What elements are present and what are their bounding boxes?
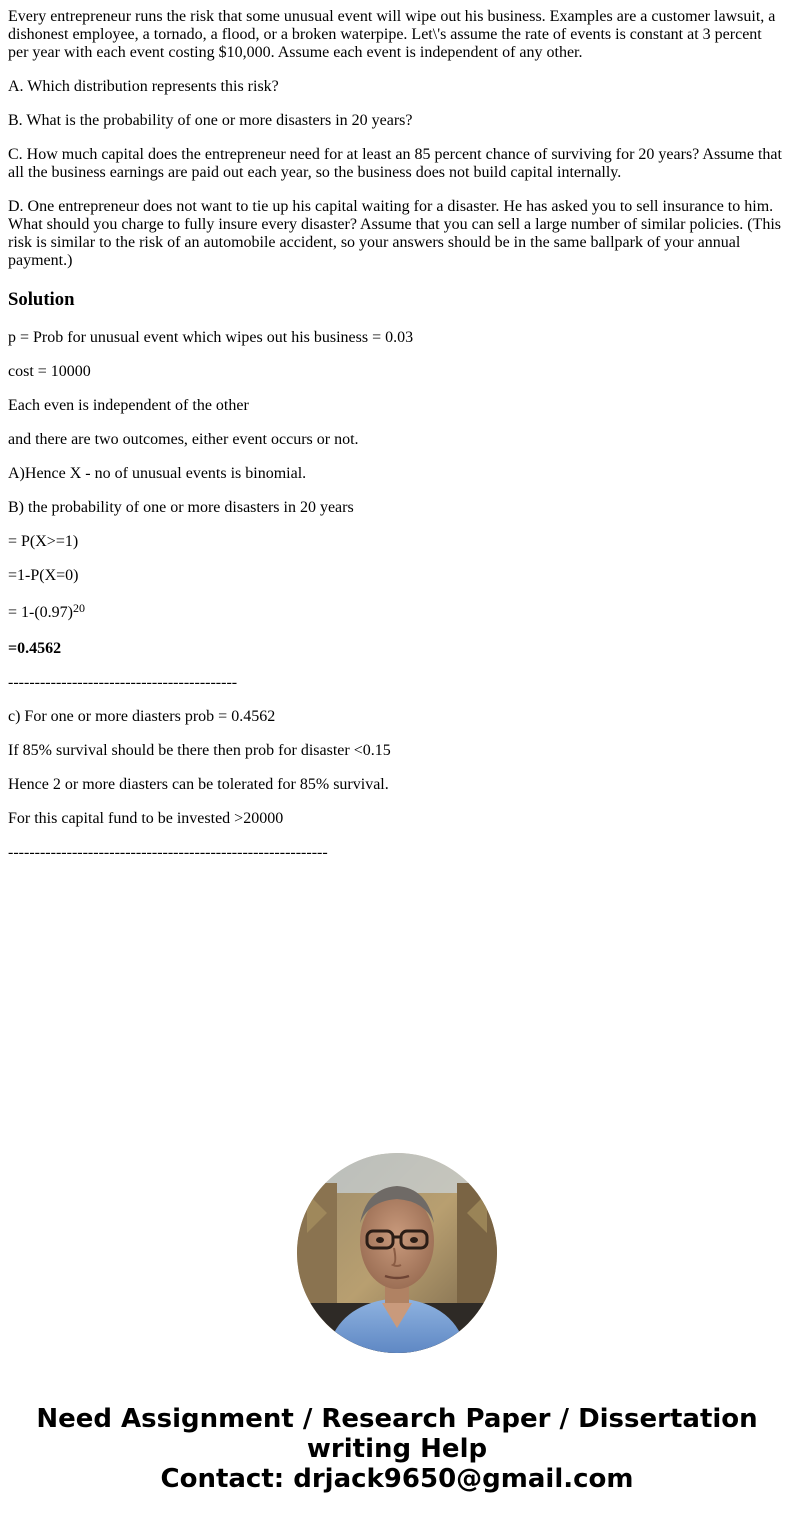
solution-line: If 85% survival should be there then prob for disaster <0.15	[8, 742, 391, 759]
question-part-b: B. What is the probability of one or more disasters in 20 years?	[8, 112, 413, 129]
footer-contact: Contact: drjack9650@gmail.com	[160, 1464, 634, 1494]
avatar	[297, 1153, 497, 1353]
solution-heading: Solution	[8, 289, 75, 310]
footer-line: writing Help	[306, 1434, 488, 1464]
solution-line: Each even is independent of the other	[8, 397, 249, 414]
solution-line: For this capital fund to be invested >20000	[8, 810, 284, 827]
solution-line: = P(X>=1)	[8, 533, 79, 550]
question-part-c: C. How much capital does the entrepreneur need for at least an 85 percent chance of surviving for 20 years? Assume that all the business earnings are paid out each year, so the business does not build capital internally.	[8, 146, 782, 181]
solution-line: p = Prob for unusual event which wipes out his business = 0.03	[8, 329, 414, 346]
result-b: =0.4562	[8, 640, 62, 657]
question-part-d: D. One entrepreneur does not want to tie up his capital waiting for a disaster. He has asked you to sell insurance to him. What should you charge to fully insure every disaster? Assume that you can sell a large number of similar policies. (This risk is similar to the risk of an automobile accident, so your answers should be in the same ballpark of your annual payment.)	[8, 198, 781, 269]
solution-line: Hence 2 or more diasters can be tolerated for 85% survival.	[8, 776, 389, 793]
footer-ad	[0, 1404, 794, 1494]
solution-line: and there are two outcomes, either event occurs or not.	[8, 431, 359, 448]
question-part-a: A. Which distribution represents this risk?	[8, 78, 279, 95]
solution-line: A)Hence X - no of unusual events is binomial.	[8, 465, 307, 482]
avatar-portrait	[297, 1153, 497, 1353]
solution-line: c) For one or more diasters prob = 0.4562	[8, 708, 276, 725]
power-base: = 1-(0.97)	[8, 604, 74, 621]
solution-line: cost = 10000	[8, 363, 91, 380]
divider-line: ------------------------------------------------------------	[8, 844, 328, 861]
power-exponent: 20	[73, 601, 86, 615]
solution-line: =1-P(X=0)	[8, 567, 79, 584]
divider-line: -------------------------------------------	[8, 674, 238, 691]
footer-line: Need Assignment / Research Paper / Dissertation	[36, 1404, 758, 1434]
power-expression	[8, 601, 86, 622]
solution-line: B) the probability of one or more disasters in 20 years	[8, 499, 354, 516]
question-intro: Every entrepreneur runs the risk that some unusual event will wipe out his business. Examples are a customer lawsuit, a dishonest employee, a tornado, a flood, or a broken waterpipe. Let\'s assume the rate of events is constant at 3 percent per year with each event costing $10,000. Assume each event is independent of any other.	[8, 8, 776, 61]
